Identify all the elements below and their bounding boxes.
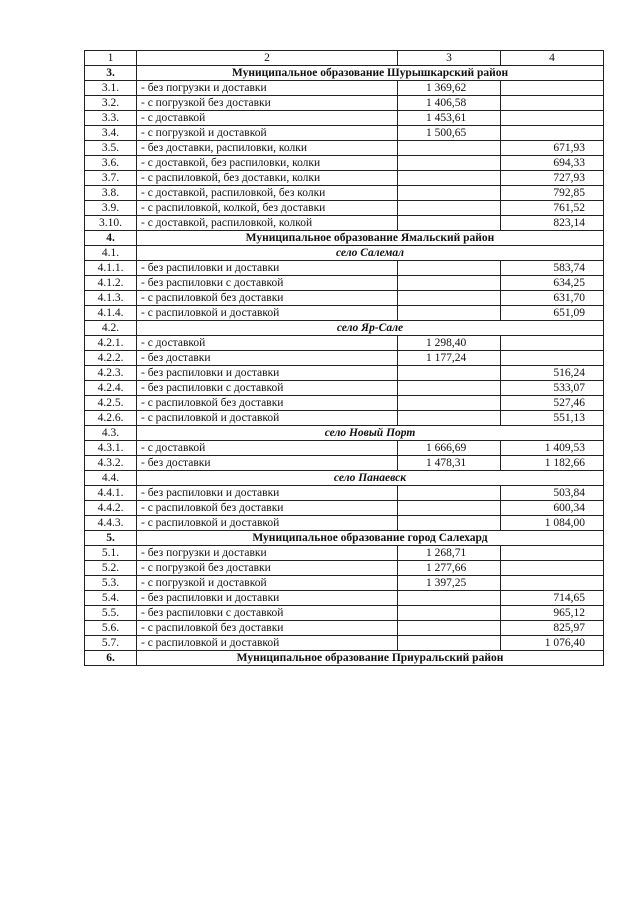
row-number: 4.2.6.: [85, 411, 137, 426]
price-col4: 792,85: [501, 186, 604, 201]
price-col4: 823,14: [501, 216, 604, 231]
row-description: - с распиловкой и доставкой: [137, 636, 398, 651]
price-col3: [398, 186, 501, 201]
table-row: [85, 366, 604, 381]
section-row: [85, 66, 604, 81]
price-col4: 516,24: [501, 366, 604, 381]
price-col4: [501, 351, 604, 366]
price-col4: 533,07: [501, 381, 604, 396]
row-number: 4.1.4.: [85, 306, 137, 321]
table-row: [85, 456, 604, 471]
price-col3: 1 268,71: [398, 546, 501, 561]
row-description: - с доставкой: [137, 336, 398, 351]
price-col4: [501, 81, 604, 96]
price-col3: 1 177,24: [398, 351, 501, 366]
price-col4: [501, 576, 604, 591]
row-number: 3.4.: [85, 126, 137, 141]
column-number: 1: [85, 51, 137, 66]
table-row: [85, 171, 604, 186]
settlement-title: село Панаевск: [137, 471, 604, 486]
row-number: 4.4.1.: [85, 486, 137, 501]
price-col4: 503,84: [501, 486, 604, 501]
row-number: 4.3.: [85, 426, 137, 441]
row-number: 3.7.: [85, 171, 137, 186]
price-col4: 551,13: [501, 411, 604, 426]
row-description: - без распиловки и доставки: [137, 366, 398, 381]
row-description: - с доставкой: [137, 111, 398, 126]
table-row: [85, 546, 604, 561]
price-col4: 651,09: [501, 306, 604, 321]
row-number: 3.2.: [85, 96, 137, 111]
price-col3: [398, 621, 501, 636]
table-row: [85, 636, 604, 651]
row-number: 6.: [85, 651, 137, 666]
row-description: - с распиловкой без доставки: [137, 621, 398, 636]
table-row: [85, 156, 604, 171]
price-col3: [398, 261, 501, 276]
row-description: - с распиловкой и доставкой: [137, 516, 398, 531]
row-description: - с распиловкой, колкой, без доставки: [137, 201, 398, 216]
price-col3: [398, 366, 501, 381]
price-col3: 1 453,61: [398, 111, 501, 126]
row-description: - без доставки, распиловки, колки: [137, 141, 398, 156]
price-col4: 1 076,40: [501, 636, 604, 651]
table-row: [85, 591, 604, 606]
row-number: 5.1.: [85, 546, 137, 561]
row-number: 5.3.: [85, 576, 137, 591]
price-col3: [398, 516, 501, 531]
row-number: 4.3.1.: [85, 441, 137, 456]
price-col3: [398, 636, 501, 651]
price-col4: [501, 561, 604, 576]
table-row: [85, 276, 604, 291]
row-number: 3.5.: [85, 141, 137, 156]
row-description: - без распиловки с доставкой: [137, 276, 398, 291]
row-number: 3.: [85, 66, 137, 81]
table-row: [85, 396, 604, 411]
price-col3: [398, 276, 501, 291]
settlement-title: село Салемал: [137, 246, 604, 261]
price-col3: 1 397,25: [398, 576, 501, 591]
row-number: 3.1.: [85, 81, 137, 96]
row-number: 4.2.4.: [85, 381, 137, 396]
row-description: - с доставкой: [137, 441, 398, 456]
section-row: [85, 231, 604, 246]
price-col3: [398, 156, 501, 171]
row-description: - без погрузки и доставки: [137, 81, 398, 96]
row-number: 4.2.3.: [85, 366, 137, 381]
row-number: 4.4.: [85, 471, 137, 486]
row-description: - с распиловкой без доставки: [137, 291, 398, 306]
price-col4: 694,33: [501, 156, 604, 171]
row-number: 3.6.: [85, 156, 137, 171]
price-col4: [501, 546, 604, 561]
price-col4: [501, 96, 604, 111]
table-row: [85, 306, 604, 321]
row-description: - с распиловкой и доставкой: [137, 306, 398, 321]
settlement-row: [85, 426, 604, 441]
row-number: 3.10.: [85, 216, 137, 231]
row-number: 4.2.2.: [85, 351, 137, 366]
row-number: 5.7.: [85, 636, 137, 651]
section-title: Муниципальное образование город Салехард: [137, 531, 604, 546]
row-number: 5.6.: [85, 621, 137, 636]
table-row: [85, 486, 604, 501]
tariff-table: [84, 50, 604, 666]
table-row: [85, 516, 604, 531]
row-description: - с погрузкой без доставки: [137, 96, 398, 111]
row-description: - с распиловкой без доставки: [137, 396, 398, 411]
column-number: 3: [398, 51, 501, 66]
price-col3: [398, 291, 501, 306]
row-description: - с распиловкой и доставкой: [137, 411, 398, 426]
row-description: - с распиловкой без доставки: [137, 501, 398, 516]
row-number: 4.: [85, 231, 137, 246]
price-col3: [398, 396, 501, 411]
row-description: - без распиловки с доставкой: [137, 606, 398, 621]
table-row: [85, 606, 604, 621]
row-description: - без распиловки и доставки: [137, 591, 398, 606]
price-col4: 727,93: [501, 171, 604, 186]
table-row: [85, 351, 604, 366]
price-col4: 1 084,00: [501, 516, 604, 531]
row-number: 5.: [85, 531, 137, 546]
price-col4: 965,12: [501, 606, 604, 621]
column-number: 4: [501, 51, 604, 66]
table-row: [85, 576, 604, 591]
price-col3: [398, 171, 501, 186]
row-description: - с погрузкой и доставкой: [137, 126, 398, 141]
table-row: [85, 96, 604, 111]
row-number: 4.1.: [85, 246, 137, 261]
table-row: [85, 501, 604, 516]
price-col4: 761,52: [501, 201, 604, 216]
section-title: Муниципальное образование Приуральский район: [137, 651, 604, 666]
section-title: Муниципальное образование Шурышкарский район: [137, 66, 604, 81]
row-number: 4.1.2.: [85, 276, 137, 291]
price-col3: 1 277,66: [398, 561, 501, 576]
row-number: 4.2.: [85, 321, 137, 336]
settlement-title: село Новый Порт: [137, 426, 604, 441]
settlement-title: село Яр-Сале: [137, 321, 604, 336]
price-col4: 583,74: [501, 261, 604, 276]
column-number: 2: [137, 51, 398, 66]
table-row: [85, 261, 604, 276]
table-row: [85, 126, 604, 141]
row-number: 5.5.: [85, 606, 137, 621]
price-col3: [398, 486, 501, 501]
table-row: [85, 411, 604, 426]
price-col4: 631,70: [501, 291, 604, 306]
price-col3: 1 369,62: [398, 81, 501, 96]
price-col4: 714,65: [501, 591, 604, 606]
price-col4: 1 409,53: [501, 441, 604, 456]
price-col3: 1 666,69: [398, 441, 501, 456]
row-description: - с распиловкой, без доставки, колки: [137, 171, 398, 186]
section-title: Муниципальное образование Ямальский район: [137, 231, 604, 246]
table-row: [85, 336, 604, 351]
row-description: - без погрузки и доставки: [137, 546, 398, 561]
price-col3: [398, 141, 501, 156]
table-row: [85, 561, 604, 576]
row-number: 4.4.3.: [85, 516, 137, 531]
settlement-row: [85, 321, 604, 336]
price-col3: [398, 606, 501, 621]
price-col4: 527,46: [501, 396, 604, 411]
price-col4: 825,97: [501, 621, 604, 636]
table-row: [85, 291, 604, 306]
table-row: [85, 621, 604, 636]
table-row: [85, 381, 604, 396]
row-description: - с доставкой, распиловкой, колкой: [137, 216, 398, 231]
table-row: [85, 441, 604, 456]
row-description: - без доставки: [137, 351, 398, 366]
table-row: [85, 141, 604, 156]
price-col3: 1 406,58: [398, 96, 501, 111]
price-col4: 634,25: [501, 276, 604, 291]
row-number: 4.2.5.: [85, 396, 137, 411]
row-number: 3.3.: [85, 111, 137, 126]
price-col3: 1 298,40: [398, 336, 501, 351]
row-number: 3.9.: [85, 201, 137, 216]
row-number: 4.1.3.: [85, 291, 137, 306]
price-col4: [501, 111, 604, 126]
row-description: - с доставкой, без распиловки, колки: [137, 156, 398, 171]
column-numbers-row: [85, 51, 604, 66]
table-row: [85, 216, 604, 231]
row-number: 5.4.: [85, 591, 137, 606]
row-description: - без распиловки и доставки: [137, 486, 398, 501]
tariff-table-body: [85, 51, 604, 666]
price-col3: 1 500,65: [398, 126, 501, 141]
row-description: - без распиловки и доставки: [137, 261, 398, 276]
price-col3: [398, 411, 501, 426]
row-number: 3.8.: [85, 186, 137, 201]
price-col3: [398, 201, 501, 216]
settlement-row: [85, 246, 604, 261]
price-col4: 600,34: [501, 501, 604, 516]
table-row: [85, 186, 604, 201]
table-row: [85, 201, 604, 216]
price-col4: 671,93: [501, 141, 604, 156]
row-description: - без распиловки с доставкой: [137, 381, 398, 396]
row-description: - с погрузкой и доставкой: [137, 576, 398, 591]
row-description: - с погрузкой без доставки: [137, 561, 398, 576]
row-number: 5.2.: [85, 561, 137, 576]
settlement-row: [85, 471, 604, 486]
price-col3: [398, 381, 501, 396]
row-number: 4.1.1.: [85, 261, 137, 276]
price-col3: [398, 306, 501, 321]
row-description: - без доставки: [137, 456, 398, 471]
row-number: 4.4.2.: [85, 501, 137, 516]
price-col4: [501, 126, 604, 141]
row-description: - с доставкой, распиловкой, без колки: [137, 186, 398, 201]
row-number: 4.2.1.: [85, 336, 137, 351]
price-col3: [398, 216, 501, 231]
price-col4: [501, 336, 604, 351]
table-row: [85, 111, 604, 126]
section-row: [85, 651, 604, 666]
table-row: [85, 81, 604, 96]
section-row: [85, 531, 604, 546]
price-col4: 1 182,66: [501, 456, 604, 471]
price-col3: 1 478,31: [398, 456, 501, 471]
row-number: 4.3.2.: [85, 456, 137, 471]
price-col3: [398, 591, 501, 606]
price-col3: [398, 501, 501, 516]
